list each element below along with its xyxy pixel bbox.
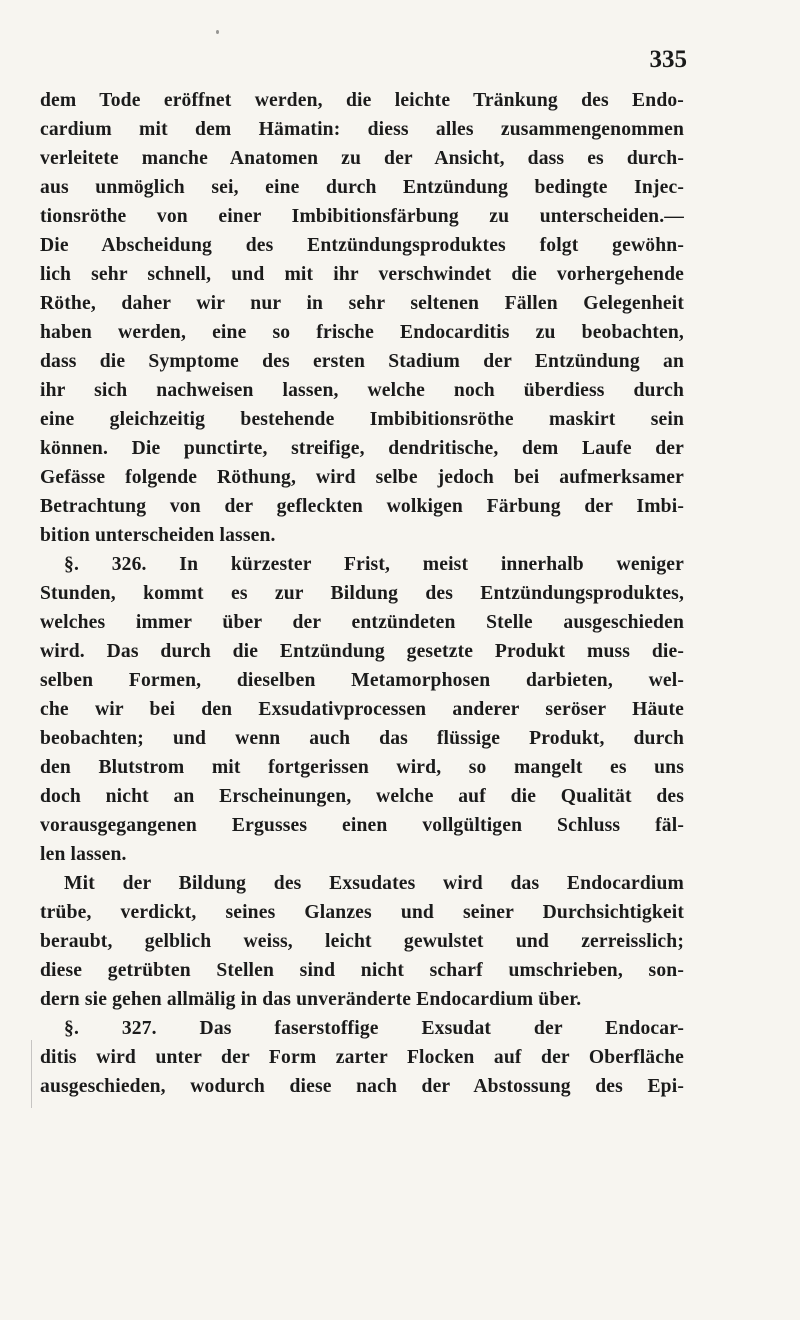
text-line: Betrachtung von der gefleckten wolkigen Färbung der Imbi-	[40, 496, 684, 517]
text-line: wird. Das durch die Entzündung gesetzte Produkt muss die-	[40, 641, 684, 662]
text-line: den Blutstrom mit fortgerissen wird, so mangelt es uns	[40, 757, 684, 778]
text-line: len lassen.	[40, 844, 127, 865]
text-line: che wir bei den Exsudativprocessen anderer seröser Häute	[40, 699, 684, 720]
text-line: beobachten; und wenn auch das flüssige Produkt, durch	[40, 728, 684, 749]
text-line: cardium mit dem Hämatin: diess alles zusammengenommen	[40, 119, 684, 140]
text-line: können. Die punctirte, streifige, dendritische, dem Laufe der	[40, 438, 684, 459]
text-line: diese getrübten Stellen sind nicht scharf umschrieben, son-	[40, 960, 684, 981]
margin-mark	[31, 1040, 32, 1108]
paragraph-first-line: Mit der Bildung des Exsudates wird das Endocardium	[64, 873, 684, 894]
text-line: Gefässe folgende Röthung, wird selbe jedoch bei aufmerksamer	[40, 467, 684, 488]
text-line: verleitete manche Anatomen zu der Ansicht, dass es durch-	[40, 148, 684, 169]
text-line: aus unmöglich sei, eine durch Entzündung bedingte Injec-	[40, 177, 684, 198]
ink-speck	[216, 30, 219, 34]
text-line: trübe, verdickt, seines Glanzes und seiner Durchsichtigkeit	[40, 902, 684, 923]
text-line: Stunden, kommt es zur Bildung des Entzündungsproduktes,	[40, 583, 684, 604]
text-line: dern sie gehen allmälig in das unveränderte Endocardium über.	[40, 989, 582, 1010]
text-line: doch nicht an Erscheinungen, welche auf die Qualität des	[40, 786, 684, 807]
text-line: tionsröthe von einer Imbibitionsfärbung zu unterscheiden.—	[40, 206, 684, 227]
text-line: bition unterscheiden lassen.	[40, 525, 276, 546]
text-line: vorausgegangenen Ergusses einen vollgültigen Schluss fäl-	[40, 815, 684, 836]
section-heading-line: §. 326. In kürzester Frist, meist innerhalb weniger	[64, 554, 684, 575]
section-heading-line: §. 327. Das faserstoffige Exsudat der Endocar-	[64, 1018, 684, 1039]
text-line: haben werden, eine so frische Endocarditis zu beobachten,	[40, 322, 684, 343]
text-line: ditis wird unter der Form zarter Flocken auf der Oberfläche	[40, 1047, 684, 1068]
text-line: welches immer über der entzündeten Stelle ausgeschieden	[40, 612, 684, 633]
body-text	[40, 86, 684, 1101]
text-line: dass die Symptome des ersten Stadium der Entzündung an	[40, 351, 684, 372]
text-line: ausgeschieden, wodurch diese nach der Abstossung des Epi-	[40, 1076, 684, 1097]
text-line: dem Tode eröffnet werden, die leichte Tränkung des Endo-	[40, 90, 684, 111]
text-line: selben Formen, dieselben Metamorphosen darbieten, wel-	[40, 670, 684, 691]
page-number: 335	[649, 46, 687, 73]
text-line: ihr sich nachweisen lassen, welche noch überdiess durch	[40, 380, 684, 401]
text-line: lich sehr schnell, und mit ihr verschwindet die vorhergehende	[40, 264, 684, 285]
text-line: beraubt, gelblich weiss, leicht gewulstet und zerreisslich;	[40, 931, 684, 952]
text-line: Die Abscheidung des Entzündungsproduktes folgt gewöhn-	[40, 235, 684, 256]
text-line: eine gleichzeitig bestehende Imbibitionsröthe maskirt sein	[40, 409, 684, 430]
text-line: Röthe, daher wir nur in sehr seltenen Fällen Gelegenheit	[40, 293, 684, 314]
